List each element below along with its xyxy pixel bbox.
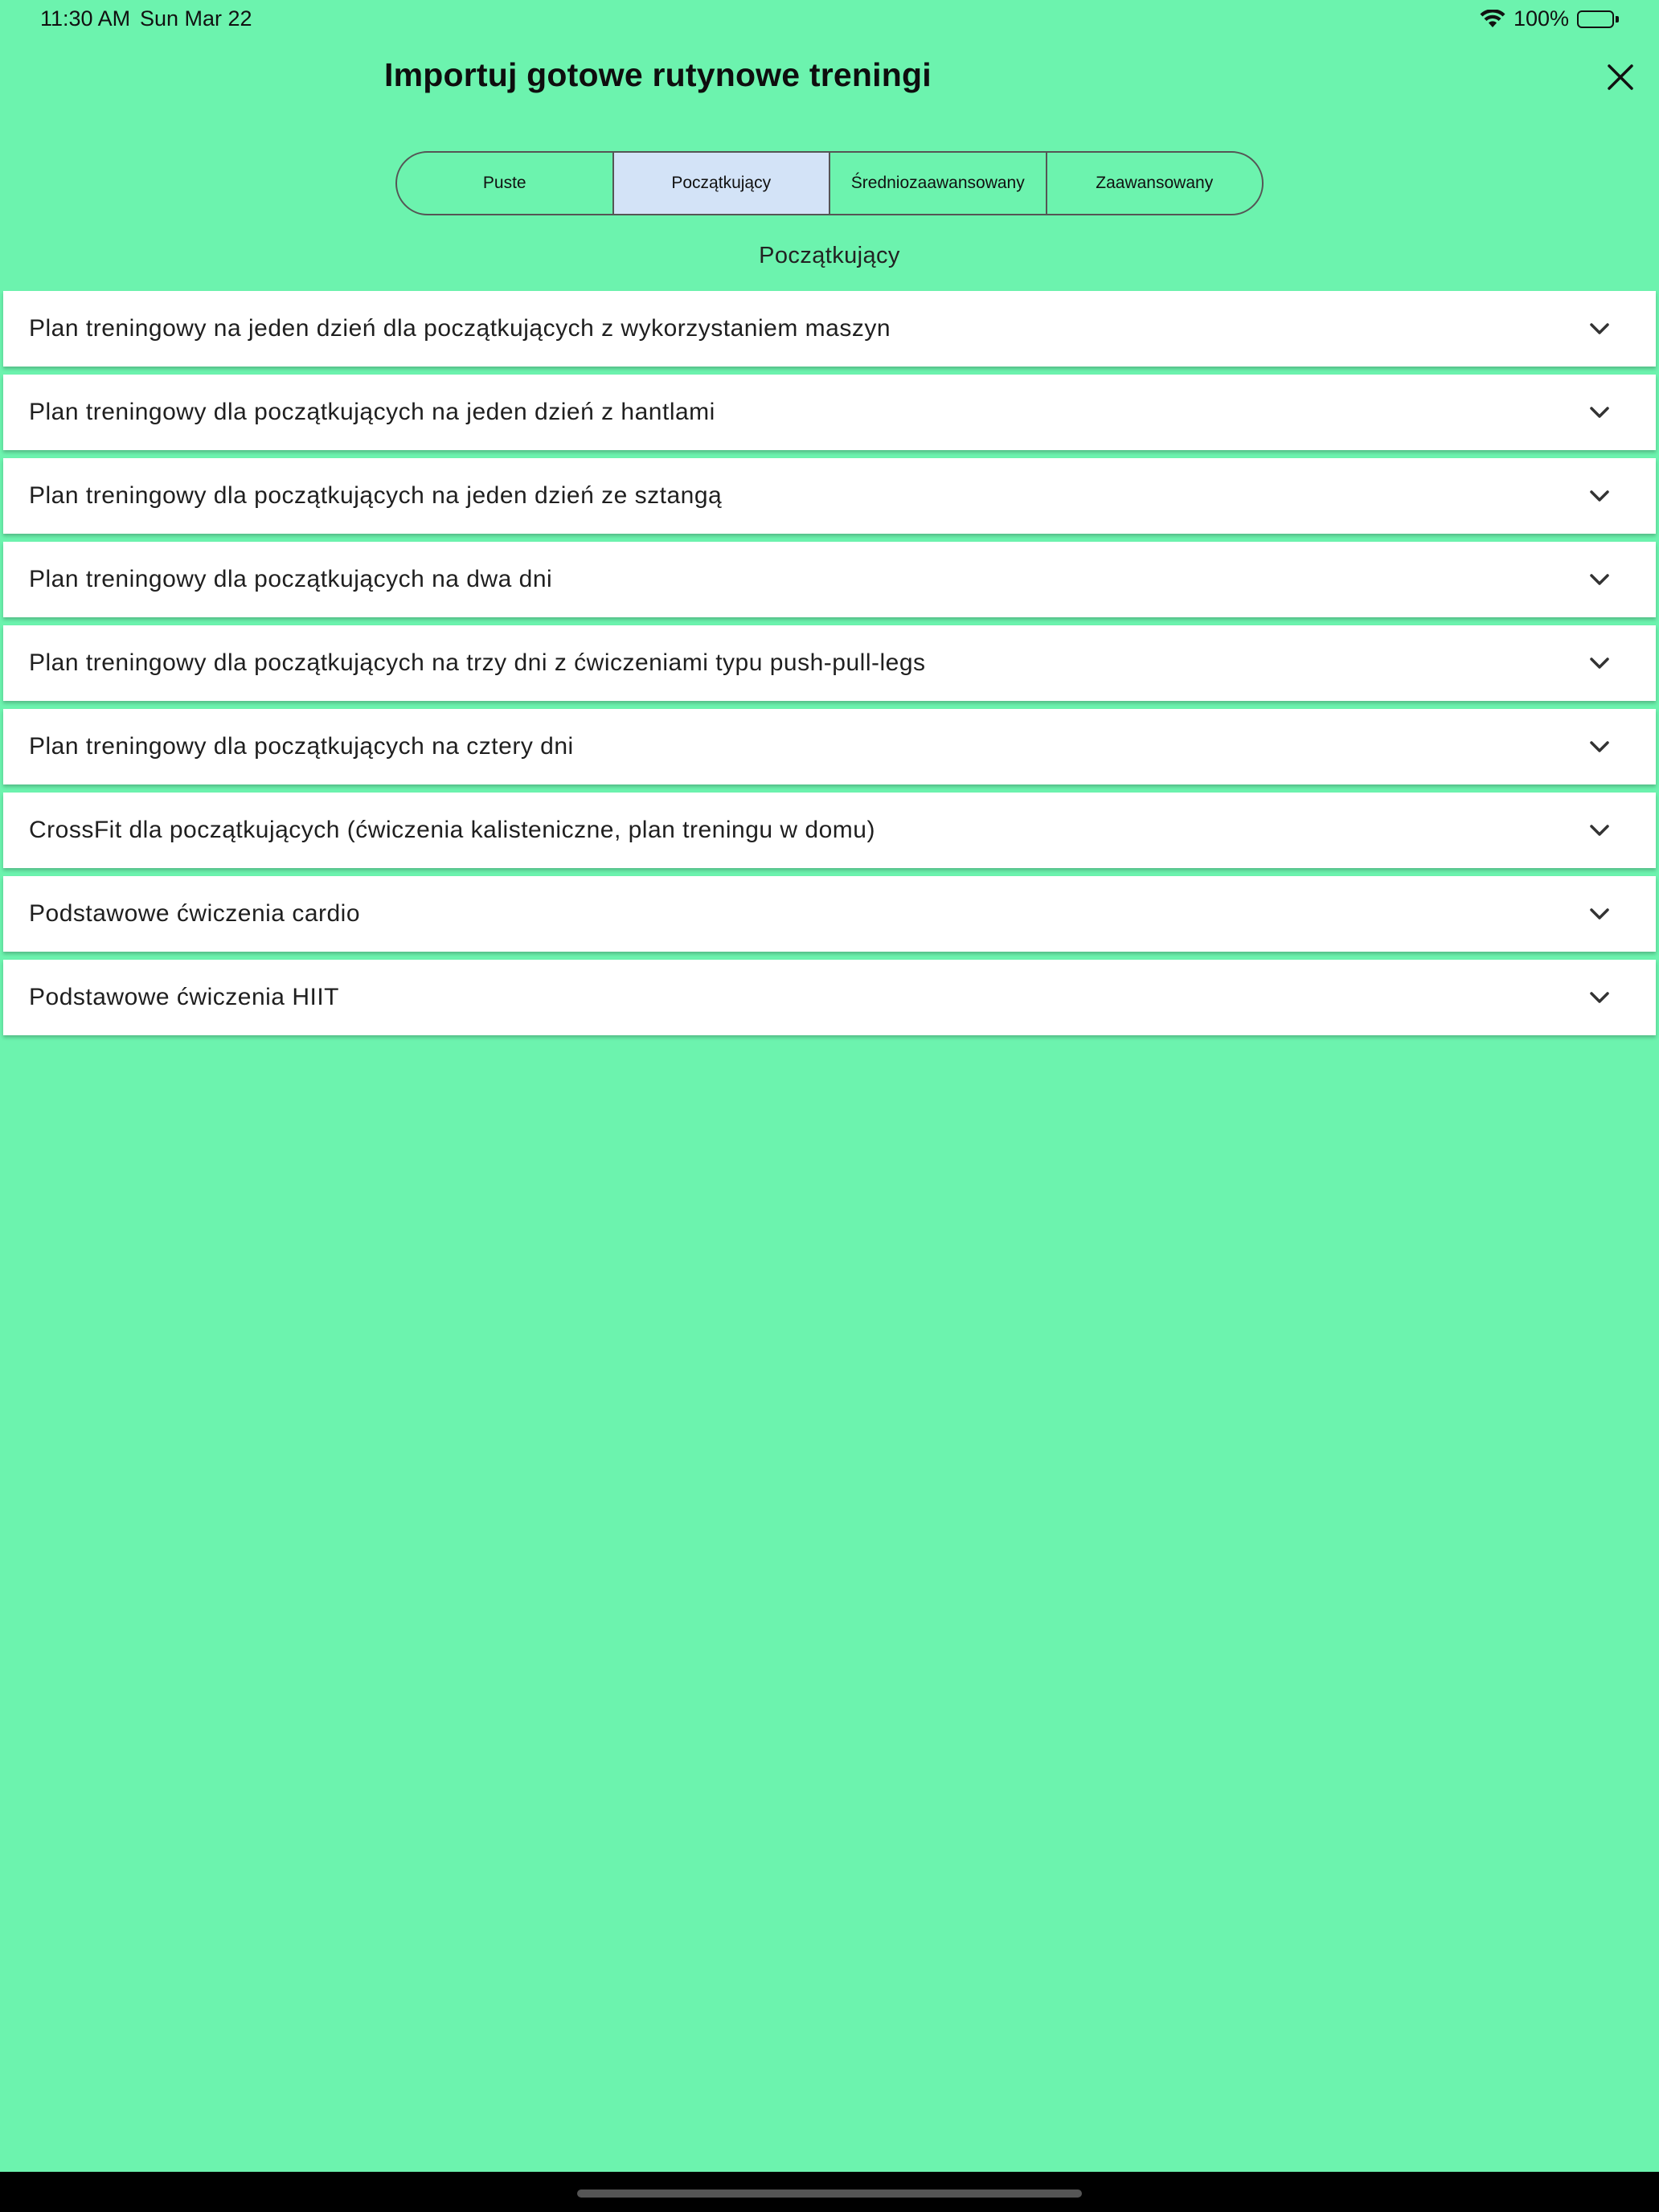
routine-list [3, 291, 1656, 1043]
wifi-icon [1480, 10, 1505, 29]
segment-zaawansowany[interactable]: Zaawansowany [1046, 153, 1263, 214]
battery-percent: 100% [1513, 6, 1569, 31]
routine-label: CrossFit dla początkujących (ćwiczenia kalisteniczne, plan treningu w domu) [29, 817, 875, 843]
chevron-down-icon[interactable] [1588, 819, 1611, 842]
routine-item[interactable] [3, 793, 1656, 868]
battery-icon [1577, 10, 1619, 28]
routine-label: Plan treningowy dla początkujących na jeden dzień ze sztangą [29, 482, 723, 509]
status-time: 11:30 AM [40, 6, 131, 31]
status-bar [0, 0, 1659, 39]
chevron-down-icon[interactable] [1588, 485, 1611, 507]
routine-label: Podstawowe ćwiczenia HIIT [29, 984, 339, 1010]
chevron-down-icon[interactable] [1588, 401, 1611, 424]
routine-item[interactable] [3, 709, 1656, 784]
routine-label: Plan treningowy dla początkujących na cztery dni [29, 733, 574, 760]
status-indicators [1480, 6, 1619, 31]
chevron-down-icon[interactable] [1588, 735, 1611, 758]
close-icon [1607, 63, 1634, 95]
routine-item[interactable] [3, 375, 1656, 450]
chevron-down-icon[interactable] [1588, 986, 1611, 1009]
close-button[interactable] [1600, 58, 1641, 100]
chevron-down-icon[interactable] [1588, 903, 1611, 925]
segment-poczatkujacy[interactable]: Początkujący [612, 153, 830, 214]
level-segmented-control [395, 151, 1264, 215]
section-label: Początkujący [759, 243, 900, 268]
routine-item[interactable] [3, 291, 1656, 367]
chevron-down-icon[interactable] [1588, 568, 1611, 591]
routine-item[interactable] [3, 542, 1656, 617]
chevron-down-icon[interactable] [1588, 317, 1611, 340]
segment-puste[interactable]: Puste [482, 174, 526, 192]
routine-item[interactable] [3, 625, 1656, 701]
page-title: Importuj gotowe rutynowe treningi [384, 56, 932, 93]
routine-label: Plan treningowy dla początkujących na trzy dni z ćwiczeniami typu push-pull-legs [29, 649, 926, 676]
segment-sredniozaawansowany[interactable]: Średniozaawansowany [829, 153, 1046, 214]
bottom-bar [0, 2172, 1659, 2212]
chevron-down-icon[interactable] [1588, 652, 1611, 674]
routine-item[interactable] [3, 458, 1656, 534]
routine-item[interactable] [3, 876, 1656, 952]
home-indicator[interactable] [577, 2189, 1082, 2198]
status-date: Sun Mar 22 [140, 6, 252, 31]
routine-label: Plan treningowy dla początkujących na dwa dni [29, 566, 553, 592]
routine-label: Plan treningowy dla początkujących na jeden dzień z hantlami [29, 399, 715, 425]
routine-label: Podstawowe ćwiczenia cardio [29, 900, 361, 927]
routine-label: Plan treningowy na jeden dzień dla początkujących z wykorzystaniem maszyn [29, 315, 891, 342]
routine-item[interactable] [3, 960, 1656, 1035]
